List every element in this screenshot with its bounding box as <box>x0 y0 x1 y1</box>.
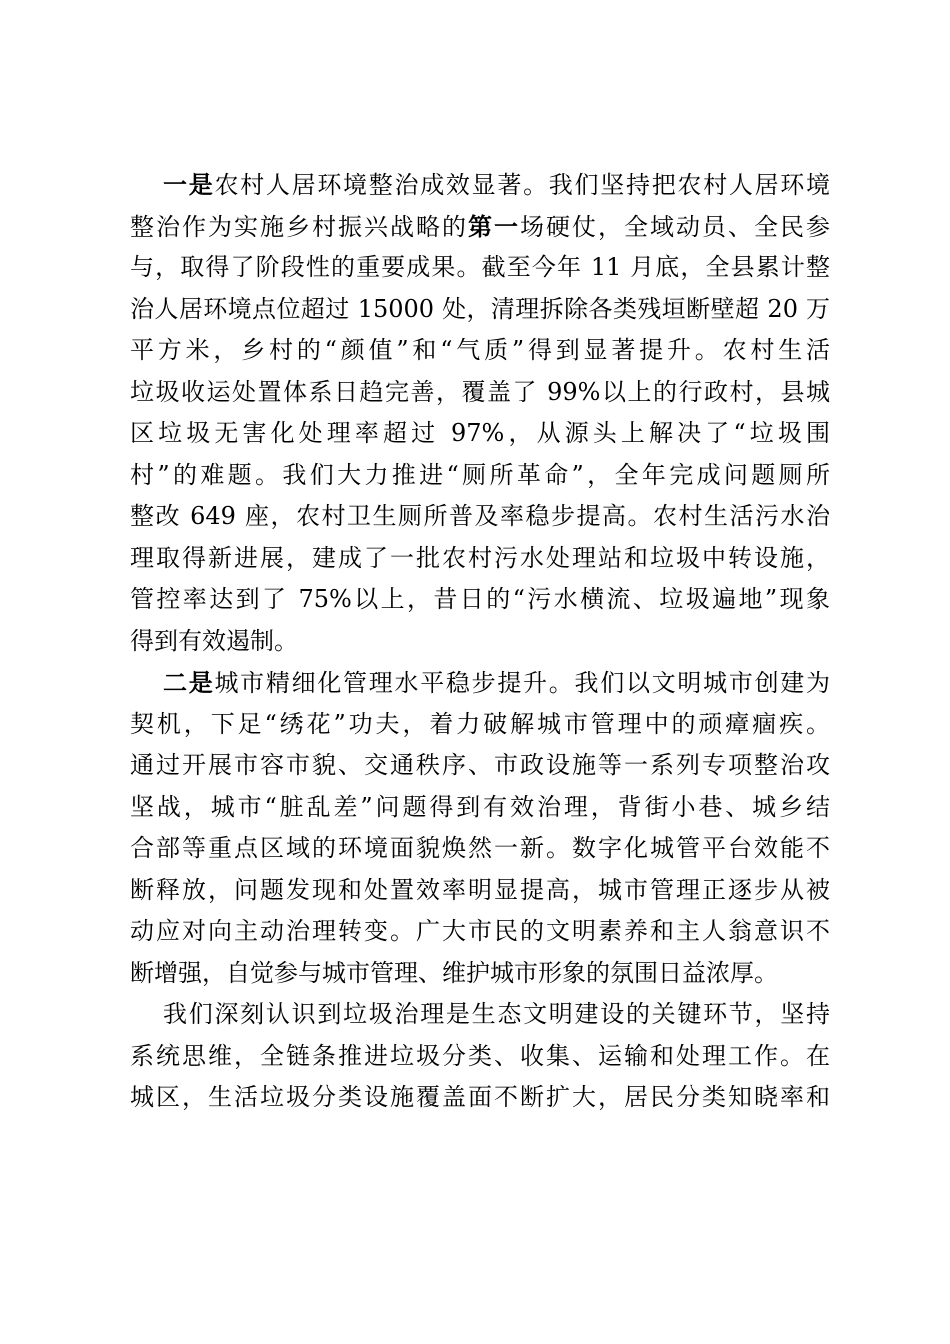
text-line <box>130 206 830 248</box>
text-line: 断释放，问题发现和处置效率明显提高，城市管理正逐步从被 <box>130 875 830 904</box>
text-line: 区垃圾无害化处理率超过 97%，从源头上解决了“垃圾围 <box>130 419 830 447</box>
text-span: 整治作为实施乡村振兴战略的 <box>130 212 468 241</box>
text-line: 村”的难题。我们大力推进“厕所革命”，全年完成问题厕所 <box>130 460 830 489</box>
text-line: 动应对向主动治理转变。广大市民的文明素养和主人翁意识不 <box>130 917 830 945</box>
paragraph-lead: 二是 <box>163 668 215 697</box>
text-line: 治人居环境点位超过 15000 处，清理拆除各类残垣断壁超 20 万 <box>130 294 830 323</box>
text-line: 与，取得了阶段性的重要成果。截至今年 11 月底，全县累计整 <box>130 253 830 281</box>
text-line: 通过开展市容市貌、交通秩序、市政设施等一系列专项整治攻 <box>130 751 830 779</box>
text-span: 农村人居环境整治成效显著。我们坚持把农村人居环境 <box>214 171 831 199</box>
paragraph-urban-management <box>130 662 830 994</box>
text-span: 场硬仗，全域动员、全民参 <box>520 212 830 241</box>
text-line: 坚战，城市“脏乱差”问题得到有效治理，背街小巷、城乡结 <box>130 792 830 821</box>
text-line: 得到有效遏制。 <box>130 626 298 655</box>
text-line <box>130 164 830 206</box>
text-line <box>130 662 830 704</box>
paragraph-rural-environment <box>130 164 830 662</box>
text-line: 合部等重点区域的环境面貌焕然一新。数字化城管平台效能不 <box>130 834 830 862</box>
paragraph-waste-governance <box>130 994 830 1119</box>
text-line: 我们深刻认识到垃圾治理是生态文明建设的关键环节，坚持 <box>163 1000 830 1028</box>
text-line: 垃圾收运处置体系日趋完善，覆盖了 99%以上的行政村，县城 <box>130 377 830 406</box>
text-line: 平方米，乡村的“颜值”和“气质”得到显著提升。农村生活 <box>130 336 830 364</box>
text-line: 契机，下足“绣花”功夫，着力破解城市管理中的顽瘴痼疾。 <box>130 709 830 738</box>
text-span: 城市精细化管理水平稳步提升。我们以文明城市创建为 <box>214 669 831 697</box>
text-line: 理取得新进展，建成了一批农村污水处理站和垃圾中转设施， <box>130 543 830 572</box>
document-page <box>130 164 830 1119</box>
emphasis-text: 第一 <box>468 211 520 241</box>
paragraph-lead: 一是 <box>163 170 215 199</box>
text-line: 管控率达到了 75%以上，昔日的“污水横流、垃圾遍地”现象 <box>130 585 830 613</box>
text-line: 断增强，自觉参与城市管理、维护城市形象的氛围日益浓厚。 <box>130 958 778 987</box>
text-line: 系统思维，全链条推进垃圾分类、收集、运输和处理工作。在 <box>130 1041 830 1070</box>
text-line: 城区，生活垃圾分类设施覆盖面不断扩大，居民分类知晓率和 <box>130 1083 830 1111</box>
text-line: 整改 649 座，农村卫生厕所普及率稳步提高。农村生活污水治 <box>130 502 830 530</box>
